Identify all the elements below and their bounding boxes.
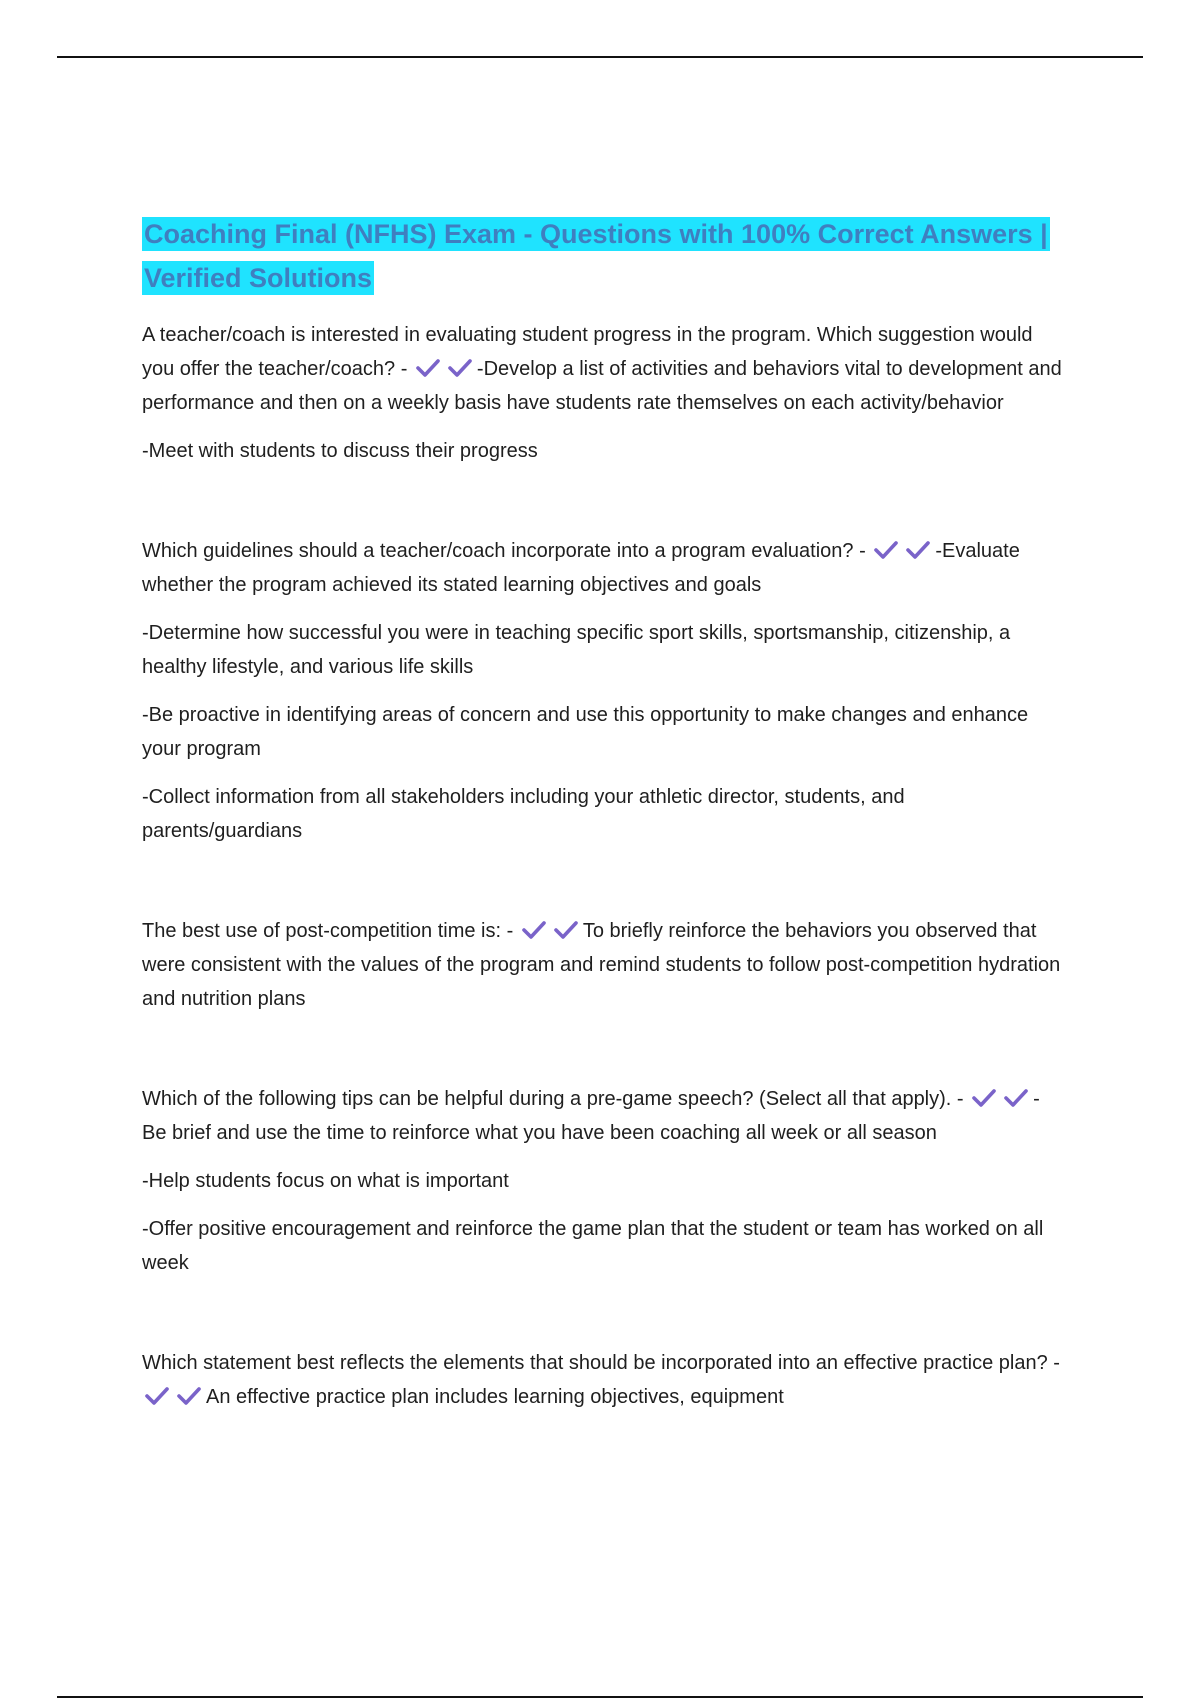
answer-text: -Be brief and use the time to reinforce what you have been coaching all week or all season [142, 1088, 1040, 1144]
qa-item [142, 318, 1062, 468]
question-text: Which statement best reflects the elements that should be incorporated into an effective practice plan? - An effective practice plan includes learning objectives, equipment [142, 1352, 1060, 1408]
top-rule [57, 56, 1143, 58]
checkmark-icon [1003, 1088, 1029, 1108]
answer-text: -Evaluate whether the program achieved its stated learning objectives and goals [142, 540, 1020, 596]
checkmark-icon [905, 540, 931, 560]
document-title: Coaching Final (NFHS) Exam - Questions with 100% Correct Answers | Verified Solutions [144, 219, 1048, 293]
question-text: A teacher/coach is interested in evaluating student progress in the program. Which suggestion would you offer the teacher/coach? - -Develop a list of activities and behaviors vital to development and performance and then on a weekly basis have students rate themselves on each activity/behavior [142, 324, 1062, 414]
answer-text: -Develop a list of activities and behaviors vital to development and performance and then on a weekly basis have students rate themselves on each activity/behavior [142, 358, 1062, 414]
bottom-rule [57, 1696, 1143, 1698]
answer-text: -Meet with students to discuss their progress [142, 440, 538, 462]
answer-text: -Be proactive in identifying areas of concern and use this opportunity to make changes and enhance your program [142, 704, 1029, 760]
qa-item [142, 914, 1062, 1016]
answer-text: To briefly reinforce the behaviors you observed that were consistent with the values of the program and remind students to follow post-competition hydration and nutrition plans [142, 920, 1061, 1010]
answer-text: -Determine how successful you were in teaching specific sport skills, sportsmanship, citizenship, a healthy lifestyle, and various life skills [142, 622, 1011, 678]
answer-text: -Offer positive encouragement and reinforce the game plan that the student or team has worked on all week [142, 1218, 1044, 1274]
qa-item [142, 534, 1062, 848]
qa-item [142, 1082, 1062, 1280]
checkmark-icon [873, 540, 899, 560]
checkmark-icon [971, 1088, 997, 1108]
checkmark-icon [176, 1386, 202, 1406]
answer-text: An effective practice plan includes learning objectives, equipment [206, 1386, 784, 1408]
checkmark-icon [144, 1386, 170, 1406]
qa-item [142, 1346, 1062, 1414]
answer-text: -Help students focus on what is important [142, 1170, 509, 1192]
checkmark-icon [553, 920, 579, 940]
checkmark-icon [415, 358, 441, 378]
document-body [142, 212, 1062, 1480]
checkmark-icon [521, 920, 547, 940]
question-text: Which of the following tips can be helpful during a pre-game speech? (Select all that apply). - -Be brief and use the time to reinforce what you have been coaching all week or all season [142, 1088, 1040, 1144]
question-text: The best use of post-competition time is: - To briefly reinforce the behaviors you observed that were consistent with the values of the program and remind students to follow post-competition hydration and nutrition plans [142, 920, 1061, 1010]
question-text: Which guidelines should a teacher/coach incorporate into a program evaluation? - -Evaluate whether the program achieved its stated learning objectives and goals [142, 540, 1020, 596]
checkmark-icon [447, 358, 473, 378]
answer-text: -Collect information from all stakeholders including your athletic director, students, and parents/guardians [142, 786, 905, 842]
